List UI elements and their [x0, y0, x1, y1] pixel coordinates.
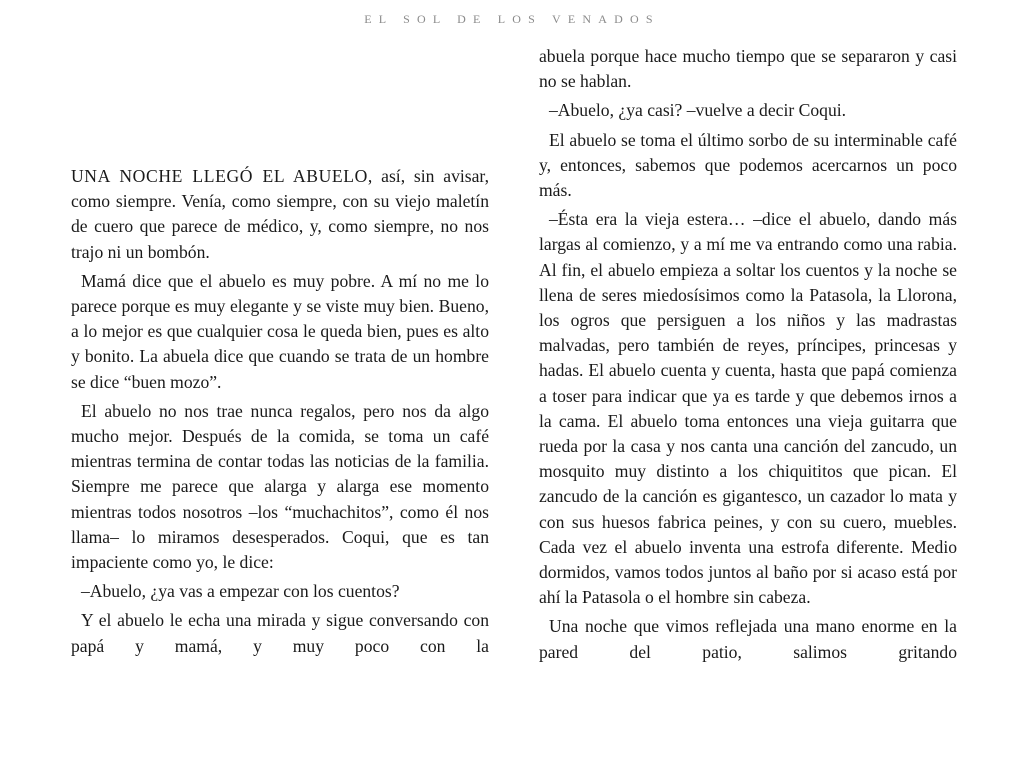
right-page-text: [539, 44, 957, 669]
opening-caps: UNA NOCHE LLEGÓ EL ABUELO: [71, 166, 368, 186]
continued-paragraph: abuela porque hace mucho tiempo que se separaron y casi no se hablan.: [539, 46, 957, 92]
paragraph: –Ésta era la vieja estera… –dice el abuelo, dando más largas al comienzo, y a mí me va entrando como una rabia. Al fin, el abuelo empieza a soltar los cuentos y la noche se llena de seres miedosísimos como la Patasola, la Llorona, los ogros que persiguen a los niños y las madrastas malvadas, pero también de reyes, príncipes, princesas y hadas. El abuelo cuenta y cuenta, hasta que papá comienza a toser para indicar que ya es tarde y que debemos irnos a la cama. El abuelo toma entonces una vieja guitarra que rueda por la casa y nos canta una canción del zancudo, un mosquito muy distinto a los chiquititos que pican. El zancudo de la canción es gigantesco, un cazador lo mata y con sus huesos fabrica peines, y con su cuero, muebles. Cada vez el abuelo inventa una estrofa diferente. Medio dormidos, vamos todos juntos al baño por si acaso está por ahí la Patasola o el hombre sin cabeza.: [539, 209, 957, 608]
left-page-text: [71, 164, 489, 663]
paragraph: Y el abuelo le echa una mirada y sigue conversando con papá y mamá, y muy poco con la: [71, 610, 489, 656]
paragraph: Una noche que vimos reflejada una mano enorme en la pared del patio, salimos gritando: [539, 616, 957, 662]
opening-paragraph: [71, 164, 489, 265]
paragraph: El abuelo se toma el último sorbo de su interminable café y, entonces, sabemos que podemos acercarnos un poco más.: [539, 129, 957, 201]
dialogue-line: –Abuelo, ¿ya vas a empezar con los cuentos?: [81, 581, 400, 602]
paragraph: Mamá dice que el abuelo es muy pobre. A mí no me lo parece porque es muy elegante y se viste muy bien. Bueno, a lo mejor es que cualquier cosa le queda bien, pues es alto y bonito. La abuela dice que cuando se trata de un hombre se dice “buen mozo”.: [71, 270, 489, 392]
running-head-title: EL SOL DE LOS VENADOS: [364, 12, 660, 26]
paragraph: El abuelo no nos trae nunca regalos, pero nos da algo mucho mejor. Después de la comida, se toma un café mientras termina de contar todas las noticias de la familia. Siempre me parece que alarga y alarga ese momento mientras todos nosotros –los “muchachitos”, como él nos llama– lo miramos desesperados. Coqui, que es tan impaciente como yo, le dice:: [71, 400, 489, 573]
opening-text: , así, sin avisar, como siempre. Venía, como siempre, con su viejo maletín de cuero que parece de médico, y, como siempre, no nos trajo ni un bombón.: [71, 166, 489, 262]
dialogue-line: –Abuelo, ¿ya casi? –vuelve a decir Coqui.: [549, 100, 847, 121]
